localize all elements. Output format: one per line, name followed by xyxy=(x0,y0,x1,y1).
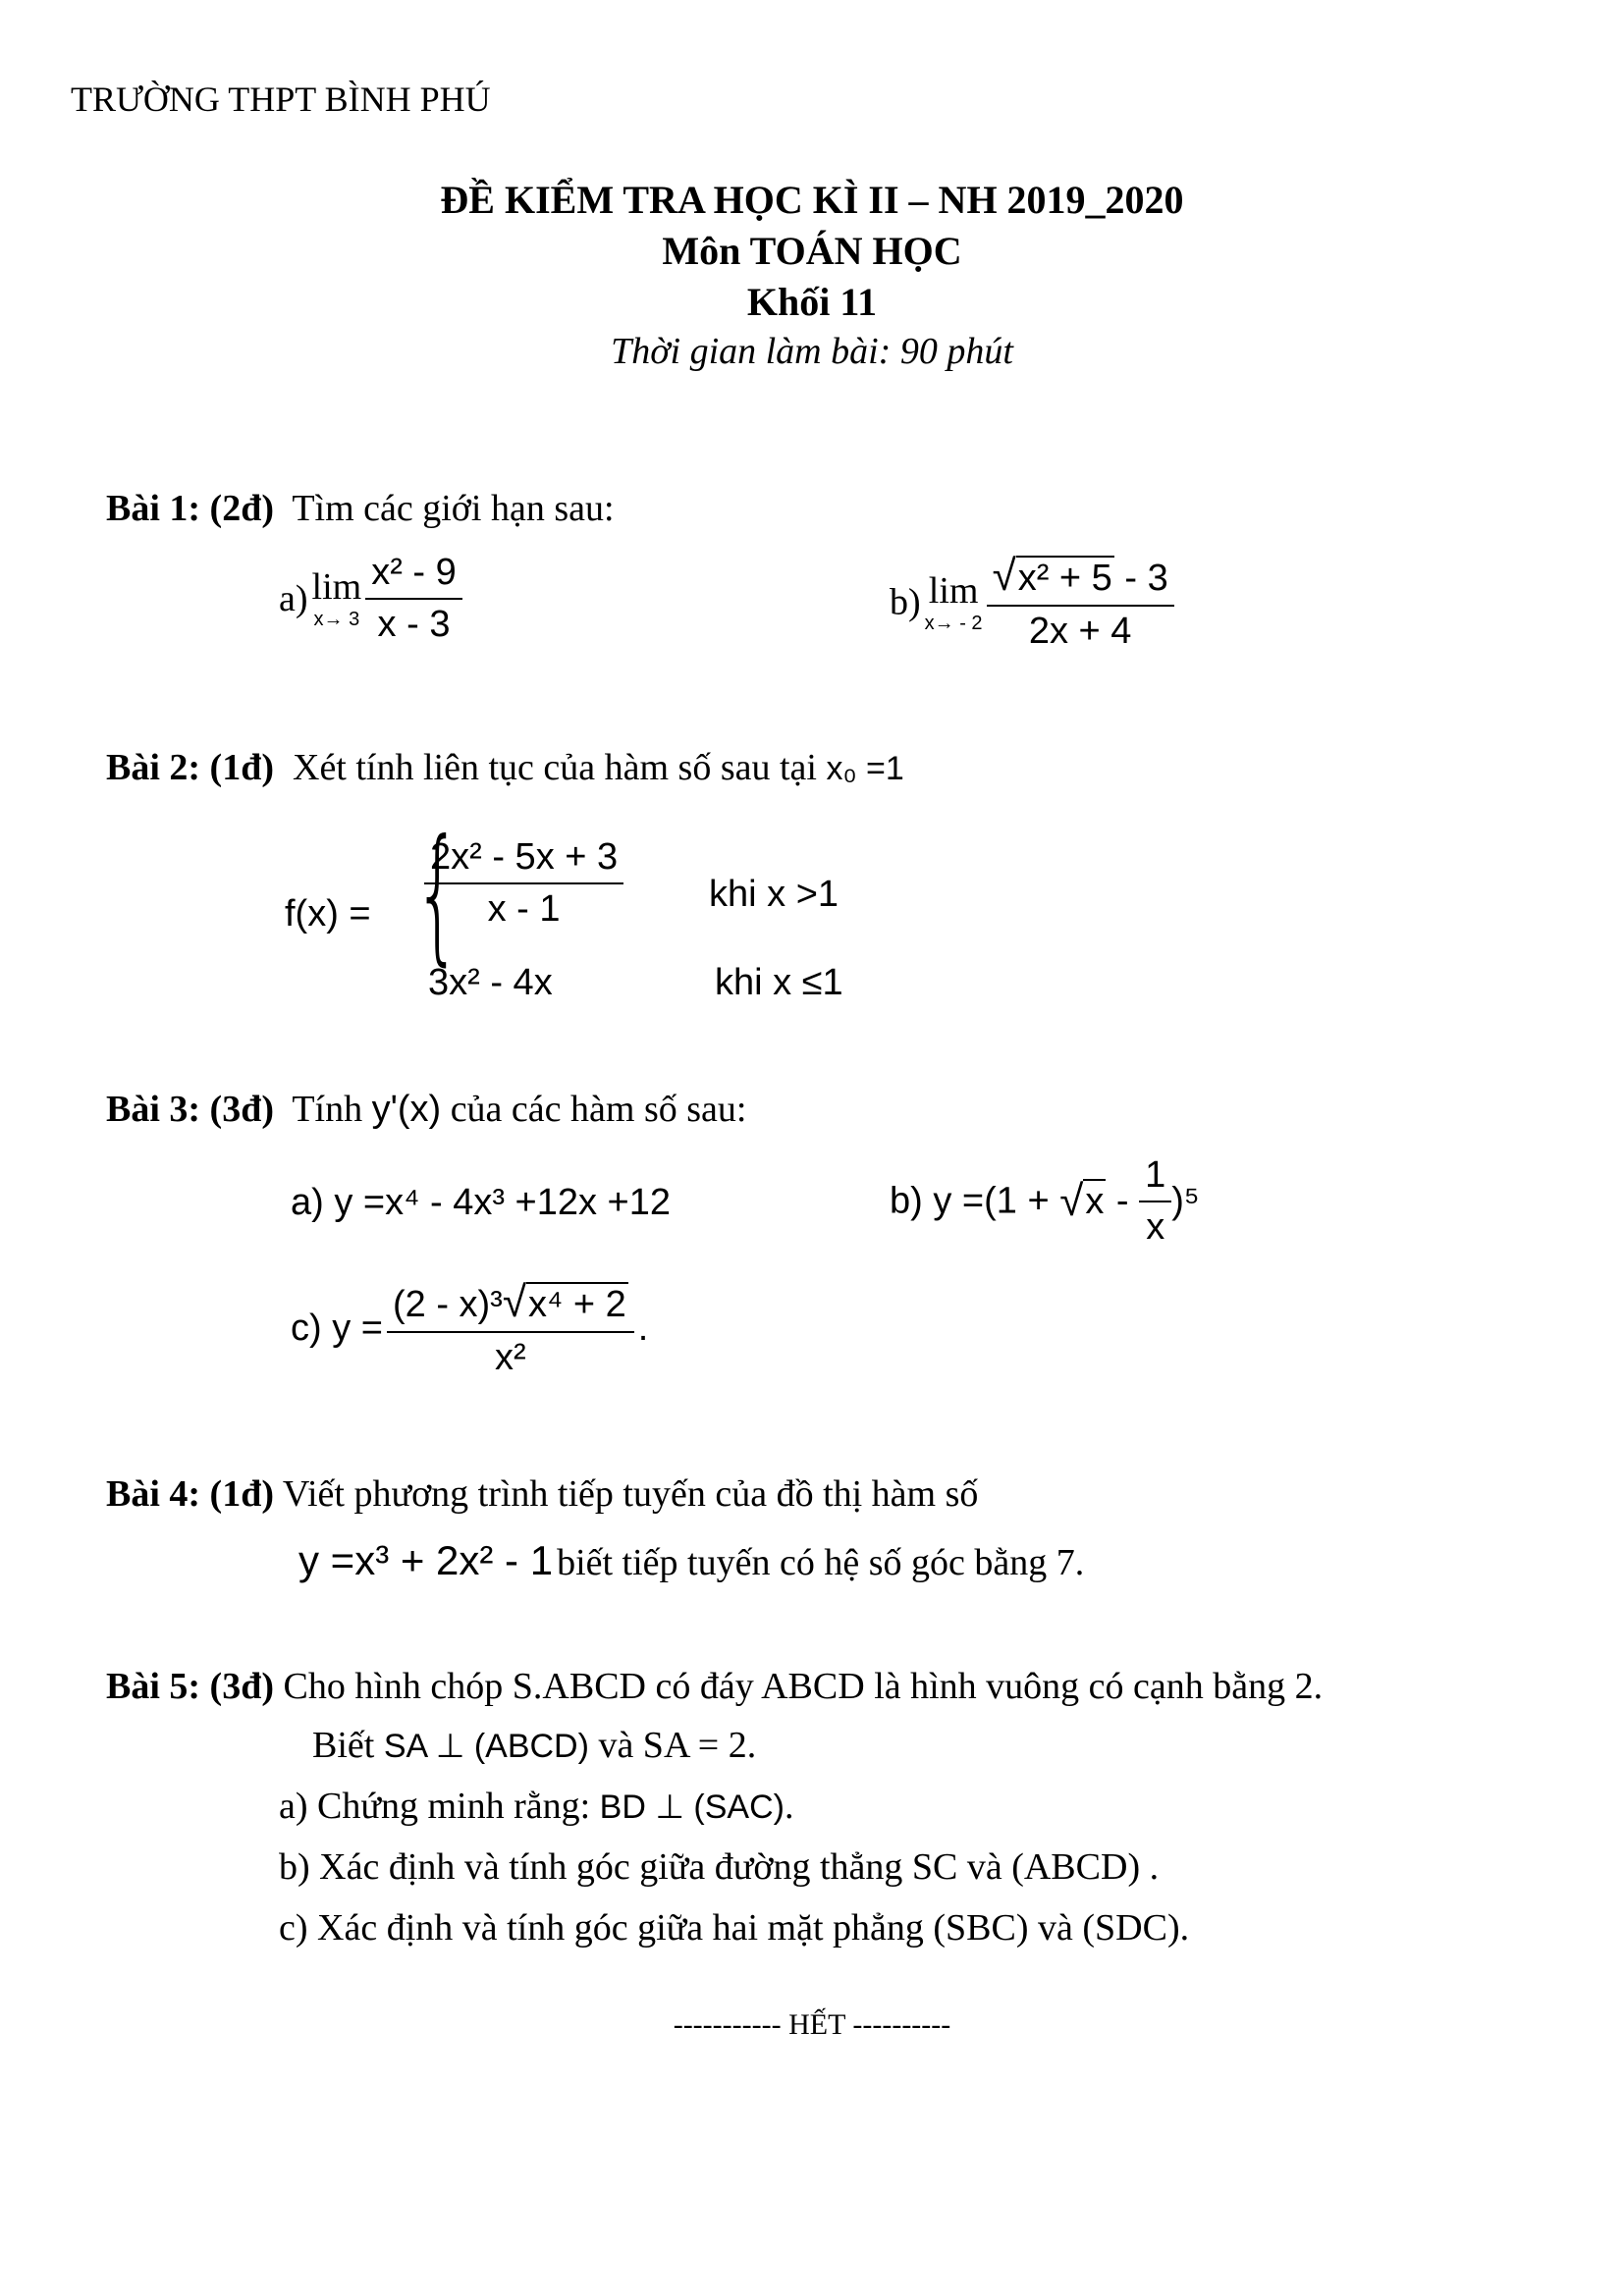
bai2-case1-denominator: x - 1 xyxy=(487,888,561,930)
bai5-text: Cho hình chóp S.ABCD có đáy ABCD là hình vuông có cạnh bằng 2. xyxy=(283,1666,1324,1707)
bai3-b-minus: - xyxy=(1106,1180,1140,1222)
bai4-equation: y =x³ + 2x² - 1 xyxy=(298,1537,554,1583)
bai3-c-numerator xyxy=(387,1278,634,1333)
bai5-a-math: BD ⊥ (SAC) xyxy=(599,1789,785,1826)
bai5-a-pre: a) Chứng minh rằng: xyxy=(279,1786,591,1827)
bai4-label: Bài 4: (1đ) xyxy=(106,1473,274,1515)
bai3-text-post: của các hàm số sau: xyxy=(450,1089,747,1130)
sqrt-icon: √ xyxy=(502,1278,526,1326)
bai2-case1-condition: khi x >1 xyxy=(709,874,839,915)
bai1-b-denominator: 2x + 4 xyxy=(1028,611,1132,652)
bai2-case2-condition: khi x ≤1 xyxy=(715,962,843,1003)
bai1-b-numerator xyxy=(987,552,1174,607)
bai2-case1-numerator: 2x² - 5x + 3 xyxy=(424,836,623,884)
bai1-a-denominator: x - 3 xyxy=(377,604,451,645)
bai3-c-dot: . xyxy=(637,1308,649,1349)
bai3-label: Bài 3: (3đ) xyxy=(106,1089,274,1130)
bai1-b-num-rest: - 3 xyxy=(1124,558,1168,599)
bai3-heading xyxy=(106,1088,746,1131)
bai4-line2 xyxy=(298,1537,1084,1584)
bai3-b-pre: b) y =(1 + xyxy=(890,1180,1060,1222)
bai3-c xyxy=(291,1278,648,1379)
bai1-a-limit xyxy=(312,568,362,629)
lim-symbol: lim xyxy=(928,569,979,612)
bai2-text: Xét tính liên tục của hàm số sau tại xyxy=(293,747,817,788)
bai4-heading xyxy=(106,1472,978,1516)
bai1-b xyxy=(890,552,1174,653)
bai5-c: c) Xác định và tính góc giữa hai mặt phẳng (SBC) và (SDC). xyxy=(279,1907,1190,1949)
bai5-line2-pre: Biết xyxy=(312,1725,375,1766)
bai1-b-approach: x→ - 2 xyxy=(924,612,983,634)
bai3-c-fraction xyxy=(387,1278,634,1379)
bai5-label: Bài 5: (3đ) xyxy=(106,1666,274,1707)
bai2-case1-fraction xyxy=(424,836,623,931)
bai5-line2 xyxy=(312,1724,756,1767)
bai2-heading xyxy=(106,746,904,789)
bai5-line2-post: và SA = 2. xyxy=(598,1725,757,1766)
bai5-line2-math: SA ⊥ (ABCD) xyxy=(383,1728,589,1765)
bai1-text: Tìm các giới hạn sau: xyxy=(292,488,615,529)
bai5-a xyxy=(279,1785,793,1828)
bai3-b-radicand: x xyxy=(1085,1180,1105,1222)
bai3-c-label: c) y = xyxy=(291,1308,383,1349)
bai5-a-post: . xyxy=(784,1786,794,1827)
bai1-heading xyxy=(106,487,615,530)
bai1-b-radicand: x² + 5 xyxy=(1017,558,1112,599)
bai3-b-post: )⁵ xyxy=(1171,1180,1200,1222)
bai1-b-label: b) xyxy=(890,581,921,623)
bai3-b xyxy=(890,1154,1200,1249)
exam-subject: Môn TOÁN HỌC xyxy=(662,229,962,273)
exam-grade: Khối 11 xyxy=(746,280,878,324)
bai3-yprime: y'(x) xyxy=(371,1089,442,1130)
bai2-case2: 3x² - 4x xyxy=(428,962,553,1003)
bai3-c-radicand: x⁴ + 2 xyxy=(528,1284,626,1325)
bai3-b-denominator: x xyxy=(1146,1206,1165,1248)
bai1-a-label: a) xyxy=(279,578,308,619)
bai1-a xyxy=(279,552,462,646)
bai1-b-fraction xyxy=(987,552,1174,653)
bai1-a-fraction xyxy=(365,552,462,646)
lim-symbol: lim xyxy=(311,566,362,608)
bai1-b-limit xyxy=(924,569,983,634)
bai2-x0: x₀ =1 xyxy=(826,750,904,787)
bai2-label: Bài 2: (1đ) xyxy=(106,747,274,788)
bai5-b: b) Xác định và tính góc giữa đường thẳng SC và (ABCD) . xyxy=(279,1846,1160,1888)
sqrt-icon: √ xyxy=(992,552,1016,600)
piecewise-brace-icon: { xyxy=(413,809,461,980)
bai4-text2: biết tiếp tuyến có hệ số góc bằng 7. xyxy=(557,1542,1085,1583)
bai2-case1 xyxy=(424,836,623,931)
school-name: TRƯỜNG THPT BÌNH PHÚ xyxy=(71,80,491,119)
bai1-a-approach: x→ 3 xyxy=(313,609,360,630)
sqrt-icon: √ xyxy=(1059,1177,1084,1225)
bai4-text: Viết phương trình tiếp tuyến của đồ thị hàm số xyxy=(282,1473,979,1515)
bai3-text-pre: Tính xyxy=(292,1089,363,1130)
bai2-fx: f(x) = xyxy=(285,893,371,934)
bai3-b-fraction xyxy=(1139,1154,1171,1249)
bai3-a: a) y =x⁴ - 4x³ +12x +12 xyxy=(291,1182,672,1223)
bai3-c-num-pre: (2 - x)³ xyxy=(392,1284,503,1325)
exam-title: ĐỀ KIỂM TRA HỌC KÌ II – NH 2019_2020 xyxy=(440,178,1184,222)
end-marker: ----------- HẾT ---------- xyxy=(673,2008,951,2041)
bai5-heading xyxy=(106,1665,1323,1708)
exam-time: Thời gian làm bài: 90 phút xyxy=(611,331,1013,372)
bai1-label: Bài 1: (2đ) xyxy=(106,488,274,529)
bai1-a-numerator: x² - 9 xyxy=(365,552,462,600)
bai3-b-numerator: 1 xyxy=(1139,1154,1171,1202)
bai3-c-denominator: x² xyxy=(495,1337,526,1378)
